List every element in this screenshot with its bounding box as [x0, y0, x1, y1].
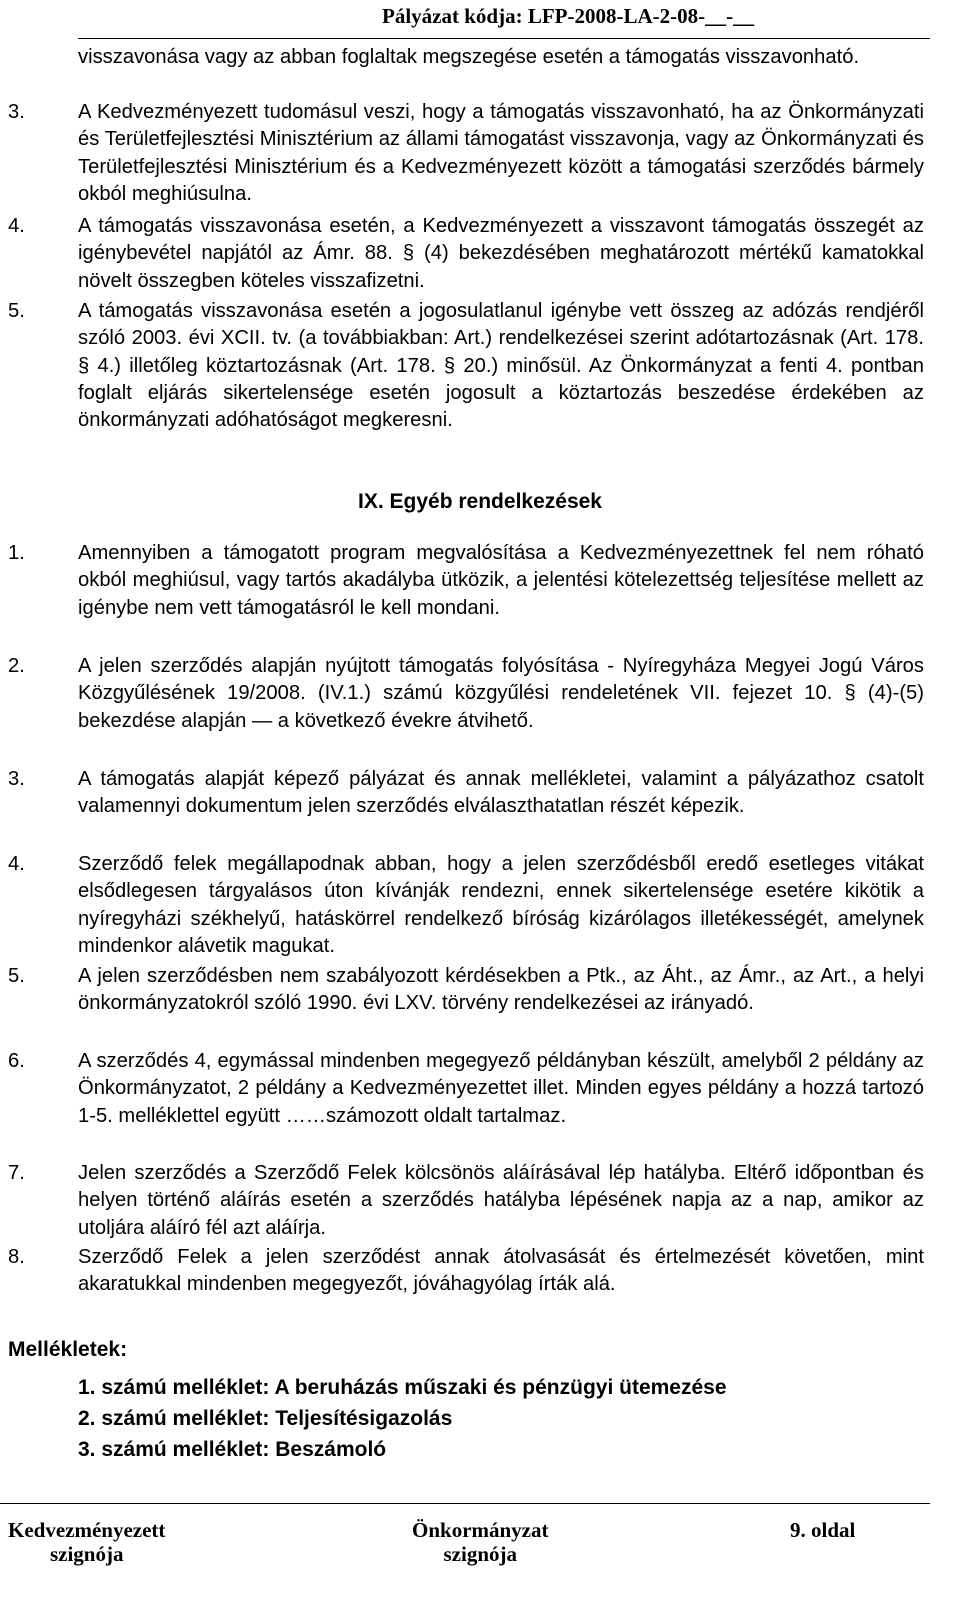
beneficiary-signature-label: szignója: [49, 1542, 124, 1566]
item-number: 4.: [8, 215, 25, 237]
paragraph-text: Amennyiben a támogatott program megvalósítása a Kedvezményezettnek fel nem róható okból meghiúsul, vagy tartós akadályba ütközik, a jelentési kötelezettség teljesítése mellett az igénybe nem vett támogatásról le kell mondani.: [78, 542, 924, 619]
paragraph-text: A szerződés 4, egymással mindenben megegyező példányban készült, amelyből 2 példány az Önkormányzatot, 2 példány a Kedvezményezettet illet. Minden egyes példány a hozzá tartozó 1-5. melléklettel együtt ……számozott oldalt tartalmaz.: [78, 1050, 924, 1127]
item-number: 8.: [8, 1246, 25, 1268]
item-number: 1.: [8, 542, 25, 564]
annex-item: 3. számú melléklet: Beszámoló: [78, 1438, 387, 1461]
section-heading: IX. Egyéb rendelkezések: [358, 490, 602, 513]
beneficiary-signature-block: [8, 1518, 165, 1566]
annex-item: 1. számú melléklet: A beruházás műszaki és pénzügyi ütemezése: [78, 1376, 727, 1399]
item-number: 5.: [8, 300, 25, 322]
paragraph-text: Szerződő felek megállapodnak abban, hogy a jelen szerződésből eredő esetleges vitákat elsődlegesen tárgyalásos úton kívánják rendezni, ennek sikertelensége esetére kikötik a nyíregyházi székhelyű, hatáskörrel rendelkező bíróság kizárólagos illetékességét, amelynek mindenkor alávetik magukat.: [78, 853, 924, 957]
item-number: 4.: [8, 853, 25, 875]
item-number: 6.: [8, 1050, 25, 1072]
annex-item: 2. számú melléklet: Teljesítésigazolás: [78, 1407, 453, 1430]
beneficiary-label: Kedvezményezett: [8, 1518, 166, 1542]
municipality-label: Önkormányzat: [412, 1518, 549, 1542]
paragraph-text: A támogatás visszavonása esetén a jogosulatlanul igénybe vett összeg az adózás rendjéről szóló 2003. évi XCII. tv. (a továbbiakban: Art.) rendelkezései szerint adótartozásnak (Art. 178. § 4.) illetőleg köztartozásnak (Art. 178. § 20.) minősül. Az Önkormányzat a fenti 4. pontban foglalt eljárás sikertelensége esetén jogosult a köztartozás beszedése érdekében az önkormányzati adóhatóságot megkeresni.: [78, 300, 924, 432]
paragraph-text: A Kedvezményezett tudomásul veszi, hogy a támogatás visszavonható, ha az Önkormányzati és Területfejlesztési Minisztérium az állami támogatást visszavonja, vagy az Önkormányzati és Területfejlesztési Minisztérium és a Kedvezményezett között a támogatási szerződés bármely okból meghiúsulna.: [78, 101, 924, 205]
continuation-paragraph: visszavonása vagy az abban foglaltak megszegése esetén a támogatás visszavonható.: [78, 46, 860, 68]
municipality-signature-block: [412, 1518, 549, 1566]
paragraph-text: A támogatás visszavonása esetén, a Kedvezményezett a visszavont támogatás összegét az igénybevétel napjától az Ámr. 88. § (4) bekezdésében meghatározott mértékű kamatokkal növelt összegben köteles visszafizetni.: [78, 215, 924, 292]
footer-divider: [0, 1503, 930, 1504]
paragraph-text: A jelen szerződésben nem szabályozott kérdésekben a Ptk., az Áht., az Ámr., az Art., a helyi önkormányzatokról szóló 1990. évi LXV. törvény rendelkezései az irányadó.: [78, 965, 924, 1015]
item-number: 3.: [8, 101, 25, 123]
paragraph-text: A jelen szerződés alapján nyújtott támogatás folyósítása - Nyíregyháza Megyei Jogú Város Közgyűlésének 19/2008. (IV.1.) számú közgyűlési rendeletének VII. fejezet 10. § (4)-(5) bekezdése alapján — a következő évekre átvihető.: [78, 655, 924, 732]
annex-list: [78, 1372, 727, 1465]
paragraph-text: Jelen szerződés a Szerződő Felek kölcsönös aláírásával lép hatályba. Eltérő időpontban és helyen történő aláírás esetén a szerződés hatályba lépésének napja az a nap, amikor az utoljára aláíró fél azt aláírja.: [78, 1162, 924, 1239]
paragraph-text: Szerződő Felek a jelen szerződést annak átolvasását és értelmezését követően, mint akaratukkal mindenben megegyezőt, jóváhagyólag írták alá.: [78, 1246, 924, 1296]
item-number: 2.: [8, 655, 25, 677]
annex-title: Mellékletek:: [8, 1338, 128, 1361]
item-number: 5.: [8, 965, 25, 987]
item-number: 7.: [8, 1162, 25, 1184]
item-number: 3.: [8, 768, 25, 790]
municipality-signature-label: szignója: [443, 1542, 517, 1566]
document-header: Pályázat kódja: LFP-2008-LA-2-08-__-__: [382, 4, 755, 28]
paragraph-text: A támogatás alapját képező pályázat és annak mellékletei, valamint a pályázathoz csatolt valamennyi dokumentum jelen szerződés elválaszthatatlan részét képezik.: [78, 768, 924, 818]
page-number: 9. oldal: [790, 1518, 856, 1542]
header-divider: [78, 38, 930, 39]
